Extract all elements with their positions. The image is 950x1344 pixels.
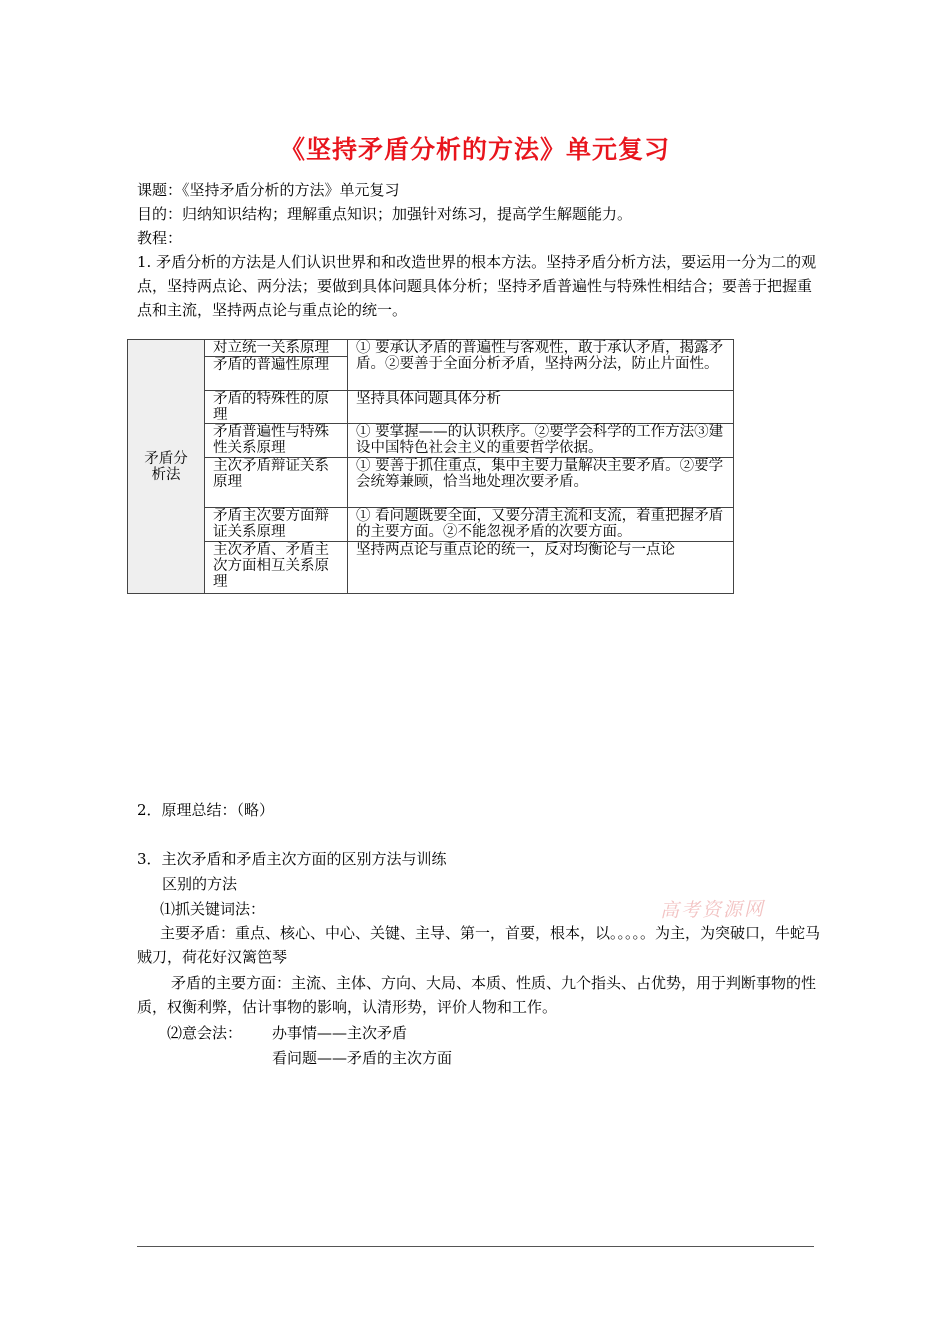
- intuition-method-label: ⑵意会法：: [167, 1024, 243, 1042]
- section-3-heading: 3．主次矛盾和矛盾主次方面的区别方法与训练: [137, 850, 447, 868]
- method-cell: ① 要承认矛盾的普遍性与客观性，敢于承认矛盾，揭露矛盾。②要善于全面分析矛盾，坚持两分法，防止片面性。: [348, 340, 734, 391]
- process-label: 教程：: [137, 229, 183, 247]
- diff-method-label: 区别的方法: [162, 875, 238, 893]
- course-line: 课题：《坚持矛盾分析的方法》单元复习: [137, 181, 400, 199]
- page-title: 《坚持矛盾分析的方法》单元复习: [279, 135, 670, 164]
- intuition-item-a: 办事情——主次矛盾: [272, 1024, 408, 1042]
- intuition-item-b: 看问题——矛盾的主次方面: [272, 1049, 453, 1067]
- method-cell: 坚持具体问题具体分析: [348, 391, 734, 424]
- method-cell: ① 看问题既要全面，又要分清主流和支流，着重把握矛盾的主要方面。②不能忽视矛盾的次要方面。: [348, 508, 734, 542]
- section-1-paragraph: 1. 矛盾分析的方法是人们认识世界和和改造世界的根本方法。坚持矛盾分析方法，要运用一分为二的观点，坚持两点论、两分法；要做到具体问题具体分析；坚持矛盾普遍性与特殊性相结合；要善于把握重点和主流，坚持两点论与重点论的统一。: [137, 253, 817, 319]
- footer-divider: [137, 1246, 814, 1247]
- section-2-heading: 2．原理总结：（略）: [137, 801, 275, 819]
- main-contradiction-paragraph: 主要矛盾：重点、核心、中心、关键、主导、第一，首要，根本，以。。。。。为主，为突破口，牛蛇马贼刀，荷花好汉篱笆琴: [137, 924, 821, 966]
- principle-cell: 矛盾普遍性与特殊性关系原理: [205, 424, 348, 458]
- method-cell: 坚持两点论与重点论的统一，反对均衡论与一点论: [348, 542, 734, 594]
- principle-cell: 矛盾的普遍性原理: [205, 357, 348, 391]
- table-row: [128, 340, 734, 357]
- principle-cell: 矛盾主次要方面辩证关系原理: [205, 508, 348, 542]
- watermark-logo: 高考资源网: [659, 898, 766, 922]
- table-row: [128, 508, 734, 542]
- main-aspect-paragraph: 矛盾的主要方面：主流、主体、方向、大局、本质、性质、九个指头、占优势，用于判断事物的性质，权衡利弊，估计事物的影响，认清形势，评价人物和工作。: [137, 974, 817, 1016]
- keyword-method-label: ⑴抓关键词法：: [160, 900, 266, 918]
- principle-cell: 主次矛盾、矛盾主次方面相互关系原理: [205, 542, 348, 594]
- method-cell: ① 要善于抓住重点，集中主要力量解决主要矛盾。②要学会统筹兼顾，恰当地处理次要矛盾。: [348, 458, 734, 508]
- principle-cell: 主次矛盾辩证关系原理: [205, 458, 348, 508]
- principles-table: [127, 339, 734, 594]
- table-row: [128, 458, 734, 508]
- table-row: [128, 542, 734, 594]
- method-cell: ① 要掌握——的认识秩序。②要学会科学的工作方法③建设中国特色社会主义的重要哲学依据。: [348, 424, 734, 458]
- table-row: [128, 424, 734, 458]
- table-row: [128, 391, 734, 424]
- category-cell: 矛盾分析法: [128, 340, 205, 594]
- principle-cell: 矛盾的特殊性的原理: [205, 391, 348, 424]
- goal-line: 目的：归纳知识结构；理解重点知识；加强针对练习，提高学生解题能力。: [137, 205, 633, 223]
- principle-cell: 对立统一关系原理: [205, 340, 348, 357]
